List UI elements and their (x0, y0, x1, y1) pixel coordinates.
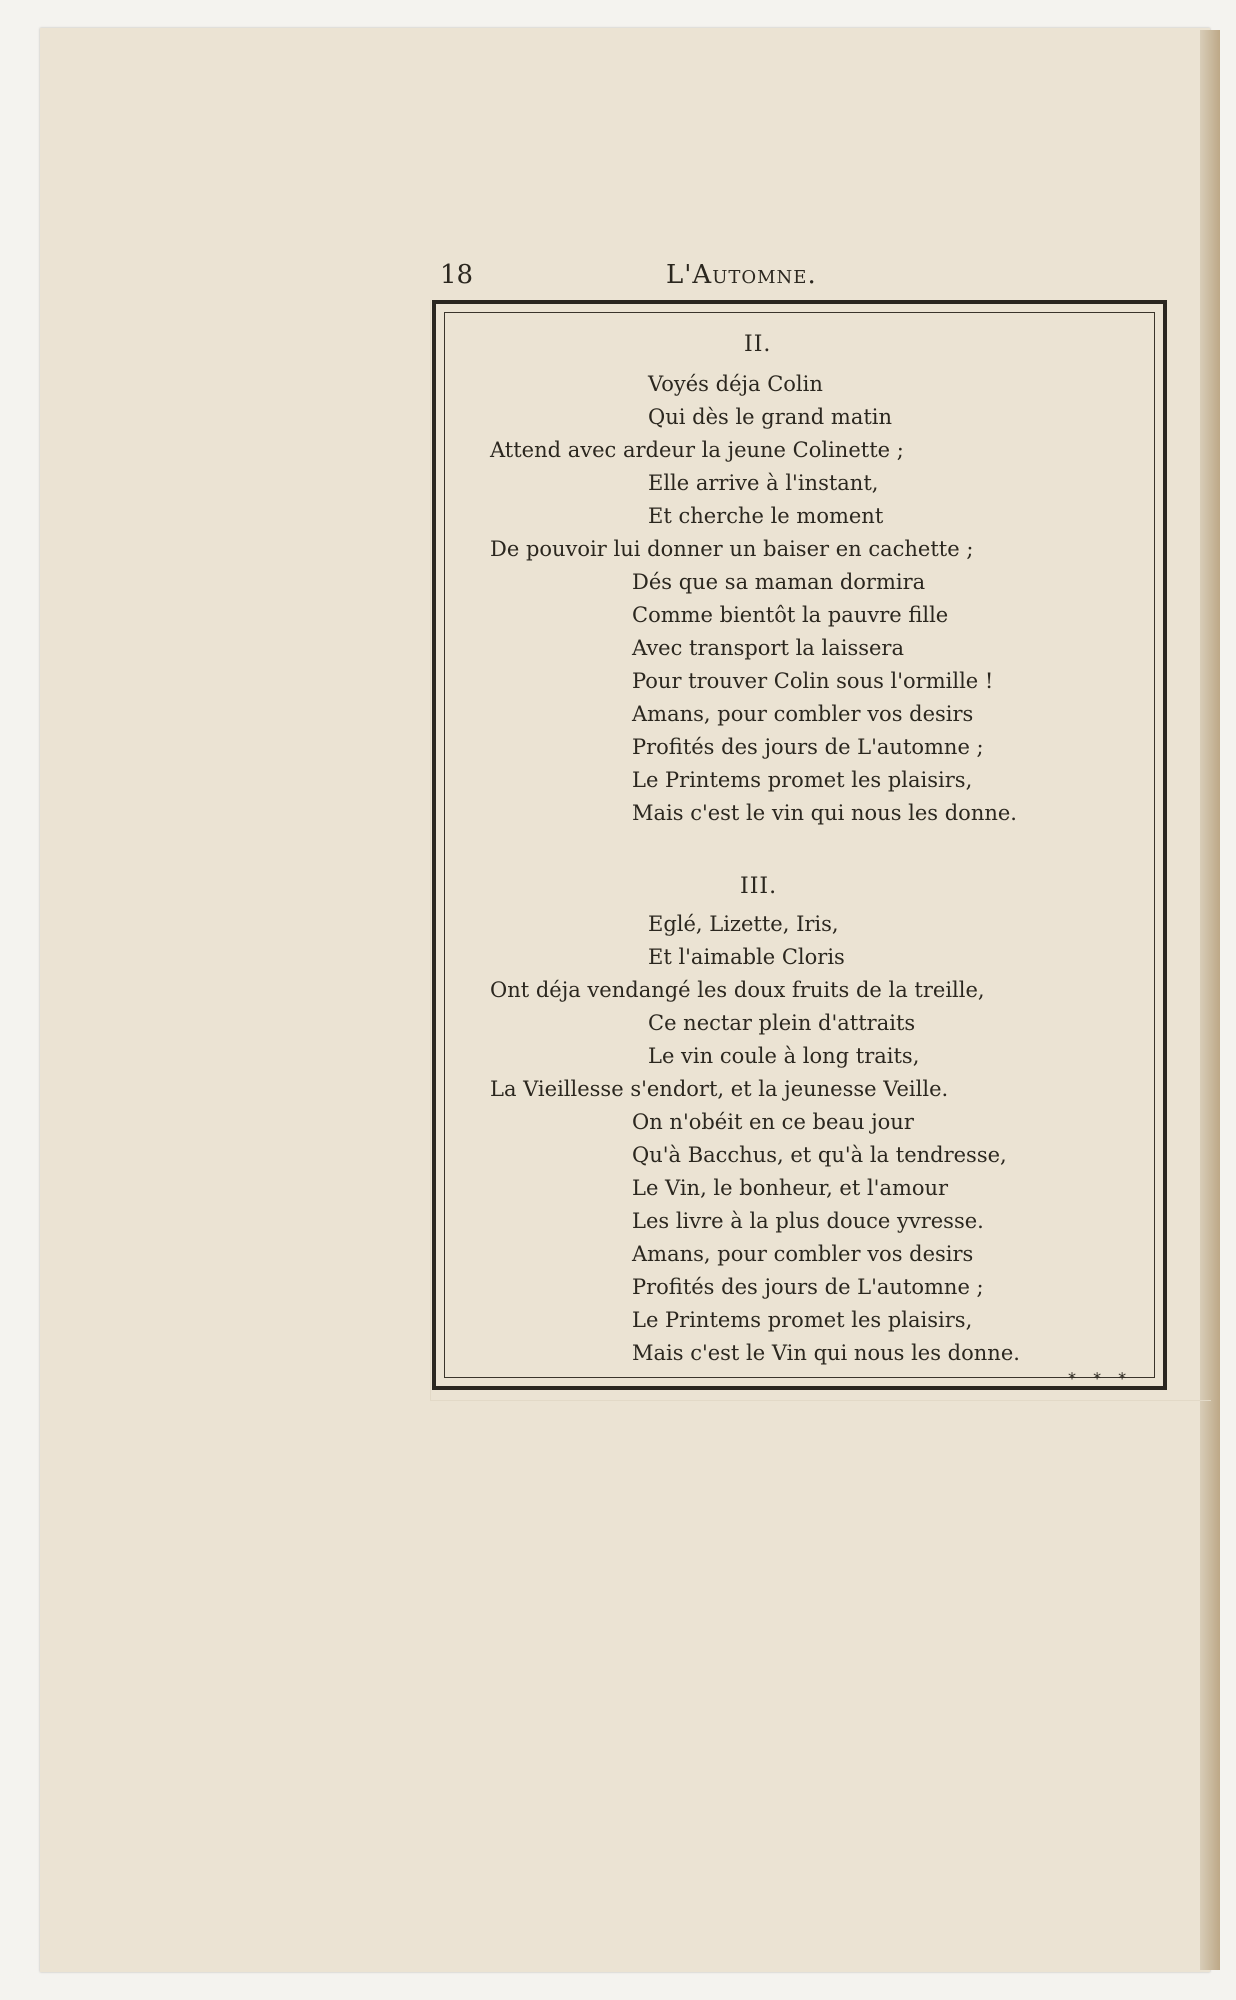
stanza-3-line-14: Mais c'est le Vin qui nous les donne. (632, 1341, 1020, 1365)
page-number: 18 (440, 260, 474, 290)
stanza-2-line-1: Voyés déja Colin (648, 372, 823, 396)
stanza-2-line-8: Comme bientôt la pauvre fille (632, 603, 949, 627)
stanza-2-line-12: Profités des jours de L'automne ; (632, 735, 984, 759)
running-title: L'Automne. (666, 260, 817, 290)
stanza-3-line-6: La Vieillesse s'endort, et la jeunesse Veille. (490, 1077, 949, 1101)
stanza-2-line-9: Avec transport la laissera (632, 636, 904, 660)
stanza-2-line-3: Attend avec ardeur la jeune Colinette ; (490, 438, 904, 462)
running-head (0, 260, 1236, 290)
stanza-3-line-12: Profités des jours de L'automne ; (632, 1275, 984, 1299)
stanza-3-number: III. (740, 874, 778, 899)
stanza-3-line-5: Le vin coule à long traits, (648, 1044, 920, 1068)
stanza-3-line-10: Les livre à la plus douce yvresse. (632, 1209, 984, 1233)
stanza-2-line-10: Pour trouver Colin sous l'ormille ! (632, 669, 994, 693)
stanza-3-line-11: Amans, pour combler vos desirs (632, 1242, 974, 1266)
stanza-2-line-14: Mais c'est le vin qui nous les donne. (632, 801, 1017, 825)
stanza-3-line-2: Et l'aimable Cloris (648, 945, 845, 969)
stanza-2-line-4: Elle arrive à l'instant, (648, 471, 879, 495)
stanza-3-line-1: Eglé, Lizette, Iris, (648, 912, 839, 936)
stanza-2-line-5: Et cherche le moment (648, 504, 884, 528)
stanza-3-line-4: Ce nectar plein d'attraits (648, 1011, 916, 1035)
stanza-3-line-9: Le Vin, le bonheur, et l'amour (632, 1176, 949, 1200)
stanza-2-number: II. (744, 332, 772, 357)
stanza-2-line-11: Amans, pour combler vos desirs (632, 702, 974, 726)
stanza-2-line-6: De pouvoir lui donner un baiser en cachette ; (490, 537, 974, 561)
stanza-3-line-3: Ont déja vendangé les doux fruits de la treille, (490, 978, 985, 1002)
stanza-2-line-7: Dés que sa maman dormira (632, 570, 926, 594)
stanza-2-line-2: Qui dès le grand matin (648, 405, 893, 429)
stanza-3-line-8: Qu'à Bacchus, et qu'à la tendresse, (632, 1143, 1007, 1167)
star-ornament: ⁎ ⁎ ⁎ (1068, 1364, 1133, 1383)
stanza-2-line-13: Le Printems promet les plaisirs, (632, 768, 973, 792)
stanza-3-line-7: On n'obéit en ce beau jour (632, 1110, 914, 1134)
stanza-3-line-13: Le Printems promet les plaisirs, (632, 1308, 973, 1332)
